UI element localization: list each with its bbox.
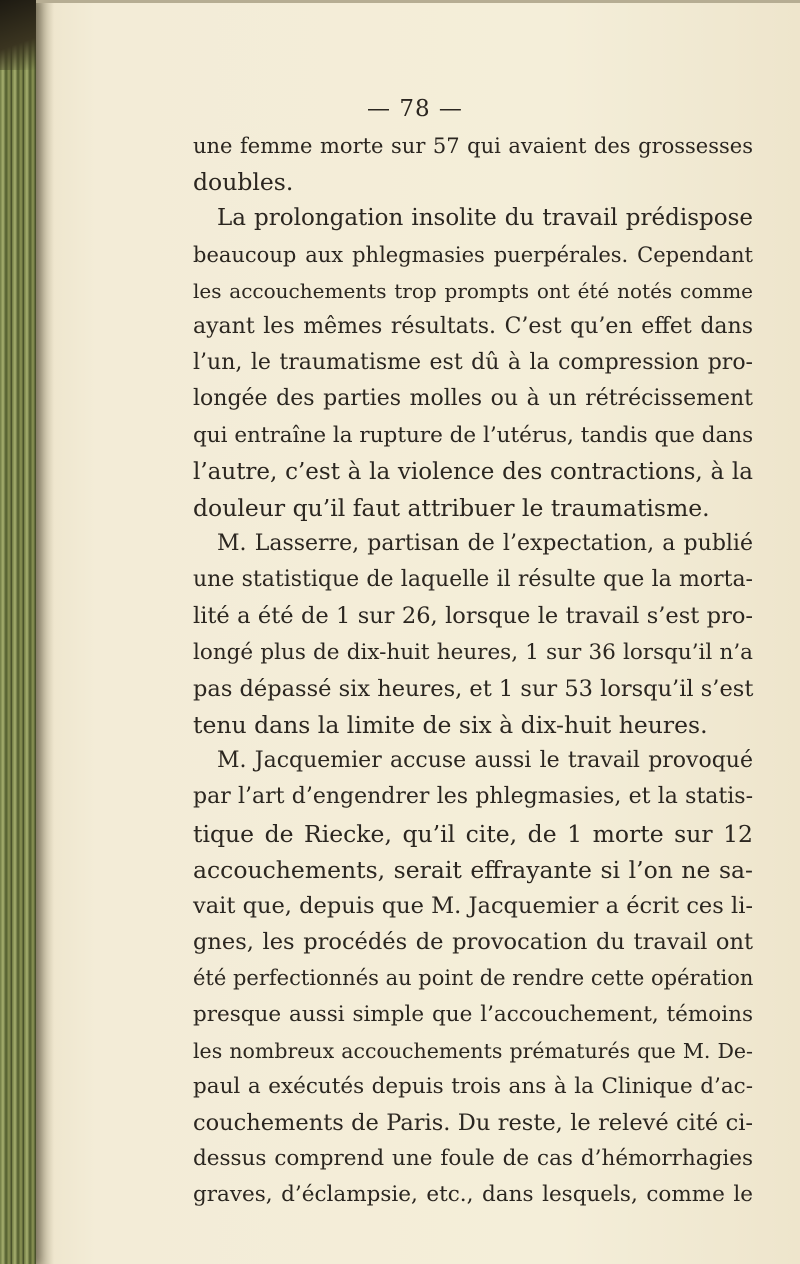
- text-line: gnes, les procédés de provocation du travail ont: [193, 929, 753, 956]
- text-line: qui entraîne la rupture de l’utérus, tandis que dans: [193, 422, 754, 448]
- text-line: ayant les mêmes résultats. C’est qu’en effet dans: [193, 313, 753, 339]
- text-line: une statistique de laquelle il résulte que la morta-: [193, 567, 753, 593]
- text-line: tenu dans la limite de six à dix-huit heures.: [193, 711, 708, 739]
- text-line: longé plus de dix-huit heures, 1 sur 36 lorsqu’il n’a: [193, 639, 753, 665]
- text-line: été perfectionnés au point de rendre cette opération: [193, 966, 754, 991]
- page-number: — 78 —: [367, 96, 463, 122]
- text-line: M. Lasserre, partisan de l’expectation, a publié: [217, 531, 753, 557]
- text-line: l’un, le traumatisme est dû à la compression pro-: [193, 350, 753, 376]
- corner-shadow: [0, 0, 36, 70]
- text-line: une femme morte sur 57 qui avaient des grossesses: [193, 134, 753, 158]
- text-line: beaucoup aux phlegmasies puerpérales. Cependant: [193, 242, 753, 267]
- text-line: les accouchements trop prompts ont été notés comme: [193, 278, 753, 303]
- text-line: par l’art d’engendrer les phlegmasies, et la statis-: [193, 784, 753, 810]
- text-line: lité a été de 1 sur 26, lorsque le travail s’est pro-: [193, 603, 753, 630]
- gutter-shadow: [36, 0, 54, 1264]
- text-line: couchements de Paris. Du reste, le relevé cité ci-: [193, 1110, 753, 1137]
- text-line: l’autre, c’est à la violence des contractions, à la: [193, 458, 753, 485]
- text-line: accouchements, serait effrayante si l’on ne sa-: [193, 855, 753, 884]
- text-line: pas dépassé six heures, et 1 sur 53 lorsqu’il s’est: [193, 675, 754, 702]
- text-line: dessus comprend une foule de cas d’hémorrhagies: [193, 1146, 753, 1172]
- body-text: [193, 128, 753, 1214]
- text-line: longée des parties molles ou à un rétrécissement: [193, 386, 753, 412]
- text-line: les nombreux accouchements prématurés que M. De-: [193, 1038, 753, 1063]
- text-line: tique de Riecke, qu’il cite, de 1 morte sur 12: [193, 819, 753, 848]
- text-line: vait que, depuis que M. Jacquemier a écrit ces li-: [193, 892, 753, 919]
- text-line: presque aussi simple que l’accouchement, témoins: [193, 1001, 753, 1027]
- text-line: doubles.: [193, 168, 294, 197]
- text-line: paul a exécutés depuis trois ans à la Clinique d’ac-: [193, 1073, 753, 1099]
- book-binding: [0, 0, 36, 1264]
- text-line: La prolongation insolite du travail prédispose: [217, 205, 753, 232]
- top-edge: [36, 0, 800, 3]
- text-line: M. Jacquemier accuse aussi le travail provoqué: [217, 748, 753, 774]
- text-line: graves, d’éclampsie, etc., dans lesquels, comme le: [193, 1182, 753, 1208]
- text-line: douleur qu’il faut attribuer le traumatisme.: [193, 493, 710, 522]
